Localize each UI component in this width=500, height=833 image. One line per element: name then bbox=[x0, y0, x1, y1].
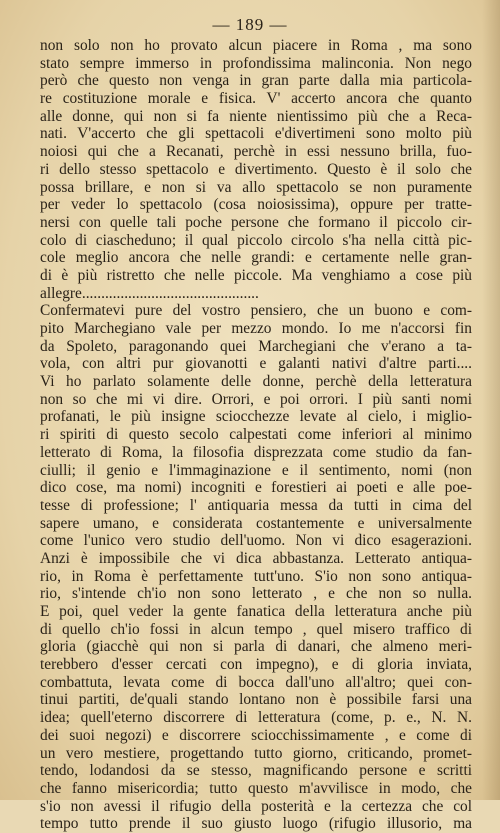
text-line: rio, s'intende ch'io non sono letterato , e che non so nulla. bbox=[40, 585, 472, 603]
text-line: però che questo non venga in gran parte dalla mia particola- bbox=[40, 72, 472, 90]
text-line: tempo tutto prende il suo giusto luogo (rifugio illusorio, ma bbox=[40, 815, 472, 833]
text-line: di quello ch'io fossi in alcun tempo , quel misero traffico di bbox=[40, 620, 472, 638]
text-line: da Spoleto, paragonando quei Marchegiani che v'erano a ta- bbox=[40, 337, 472, 355]
text-line: profanati, le più insigne sciocchezze levate al cielo, i miglio- bbox=[40, 408, 472, 426]
text-line: non so che mi vi dire. Orrori, e poi orrori. I più santi nomi bbox=[40, 390, 472, 408]
text-line: cole meglio ancora che nelle grandi: e certamente nelle gran- bbox=[40, 249, 472, 267]
page-edge-shadow bbox=[482, 0, 500, 800]
text-line: vola, con altri pur giovanotti e galanti nativi d'altre parti.... bbox=[40, 355, 472, 373]
text-line: nati. V'accerto che gli spettacoli e'divertimeni sono molto più bbox=[40, 125, 472, 143]
text-line: re costituzione morale e fisica. V' accerto ancora che quanto bbox=[40, 90, 472, 108]
text-line: Anzi è impossibile che vi dica abbastanza. Letterato antiqua- bbox=[40, 549, 472, 567]
text-line: alle donne, qui non si fa niente nientissimo più che a Reca- bbox=[40, 107, 472, 125]
text-line: letterato di Roma, la filosofia disprezzata come studio da fan- bbox=[40, 443, 472, 461]
text-line: idea; quell'eterno discorrere di letteratura (come, p. e., N. N. bbox=[40, 709, 472, 727]
text-line: ri dello stesso spettacolo e divertimento. Questo è il solo che bbox=[40, 160, 472, 178]
text-line: come l'unico vero studio dell'uomo. Non vi dico esagerazioni. bbox=[40, 532, 472, 550]
text-line: tinui partiti, de'quali stando lontano non è possibile farsi una bbox=[40, 691, 472, 709]
text-line: combattuta, levata come di bocca dall'uno all'altro; quei con- bbox=[40, 673, 472, 691]
body-text bbox=[40, 37, 472, 833]
text-line: Confermatevi pure del vostro pensiero, che un buono e com- bbox=[40, 302, 472, 320]
text-line: allegre.............................................. bbox=[40, 284, 259, 302]
text-line: possa brillare, e non si va allo spettacolo se non puramente bbox=[40, 178, 472, 196]
text-line: che fanno misericordia; tutto questo m'avvilisce in modo, che bbox=[40, 779, 472, 797]
text-line: dico cose, ma nomi) incogniti e forestieri ai poeti e alle poe- bbox=[40, 479, 472, 497]
text-line: E poi, quel veder la gente fanatica della letteratura anche più bbox=[40, 603, 472, 620]
text-line: gloria (giacchè qui non si parla di danari, che almeno meri- bbox=[40, 638, 472, 656]
text-line: s'io non avessi il rifugio della posterità e la certezza che col bbox=[40, 797, 472, 815]
text-line: per veder lo spettacolo (cosa noiosissima), oppure per tratte- bbox=[40, 196, 472, 214]
text-line: dei suoi negozi) e discorrere sciocchissimamente , e come di bbox=[40, 726, 472, 744]
text-line: nersi con quelle tali poche persone che formano il piccolo cir- bbox=[40, 213, 472, 231]
text-line: non solo non ho provato alcun piacere in Roma , ma sono bbox=[40, 37, 472, 54]
text-line: Vi ho parlato solamente delle donne, perchè della letteratura bbox=[40, 373, 472, 391]
text-line: tesse di professione; l' antiquaria messa da tutti in cima del bbox=[40, 496, 472, 514]
text-line: di è più ristretto che nelle piccole. Ma venghiamo a cose più bbox=[40, 266, 472, 284]
text-line: terebbero d'esser cercati con impegno), e di gloria inviata, bbox=[40, 656, 472, 674]
text-line: rio, in Roma è perfettamente tutt'uno. S'io non sono antiqua- bbox=[40, 567, 472, 585]
text-line: pito Marchegiano vale per mezzo mondo. Io me n'accorsi fin bbox=[40, 320, 472, 337]
text-line: ciulli; il genio e l'immaginazione e il sentimento, nomi (non bbox=[40, 461, 472, 479]
text-line: colo di ciascheduno; il qual piccolo circolo s'ha nella città pic- bbox=[40, 231, 472, 249]
text-line: ri spiriti di questo secolo calpestati come inferiori al minimo bbox=[40, 426, 472, 444]
text-line: sapere umano, e considerata costantemente e universalmente bbox=[40, 514, 472, 532]
page-number: — 189 — bbox=[212, 15, 288, 34]
text-line: noiosi qui che a Recanati, perchè in essi nessuno brilla, fuo- bbox=[40, 143, 472, 161]
text-line: un vero mestiere, progettando tutto giorno, criticando, promet- bbox=[40, 744, 472, 762]
text-line: stato sempre immerso in profondissima malinconia. Non nego bbox=[40, 54, 472, 72]
text-line: tendo, lodandosi da se stesso, magnificando persone e scritti bbox=[40, 762, 472, 780]
